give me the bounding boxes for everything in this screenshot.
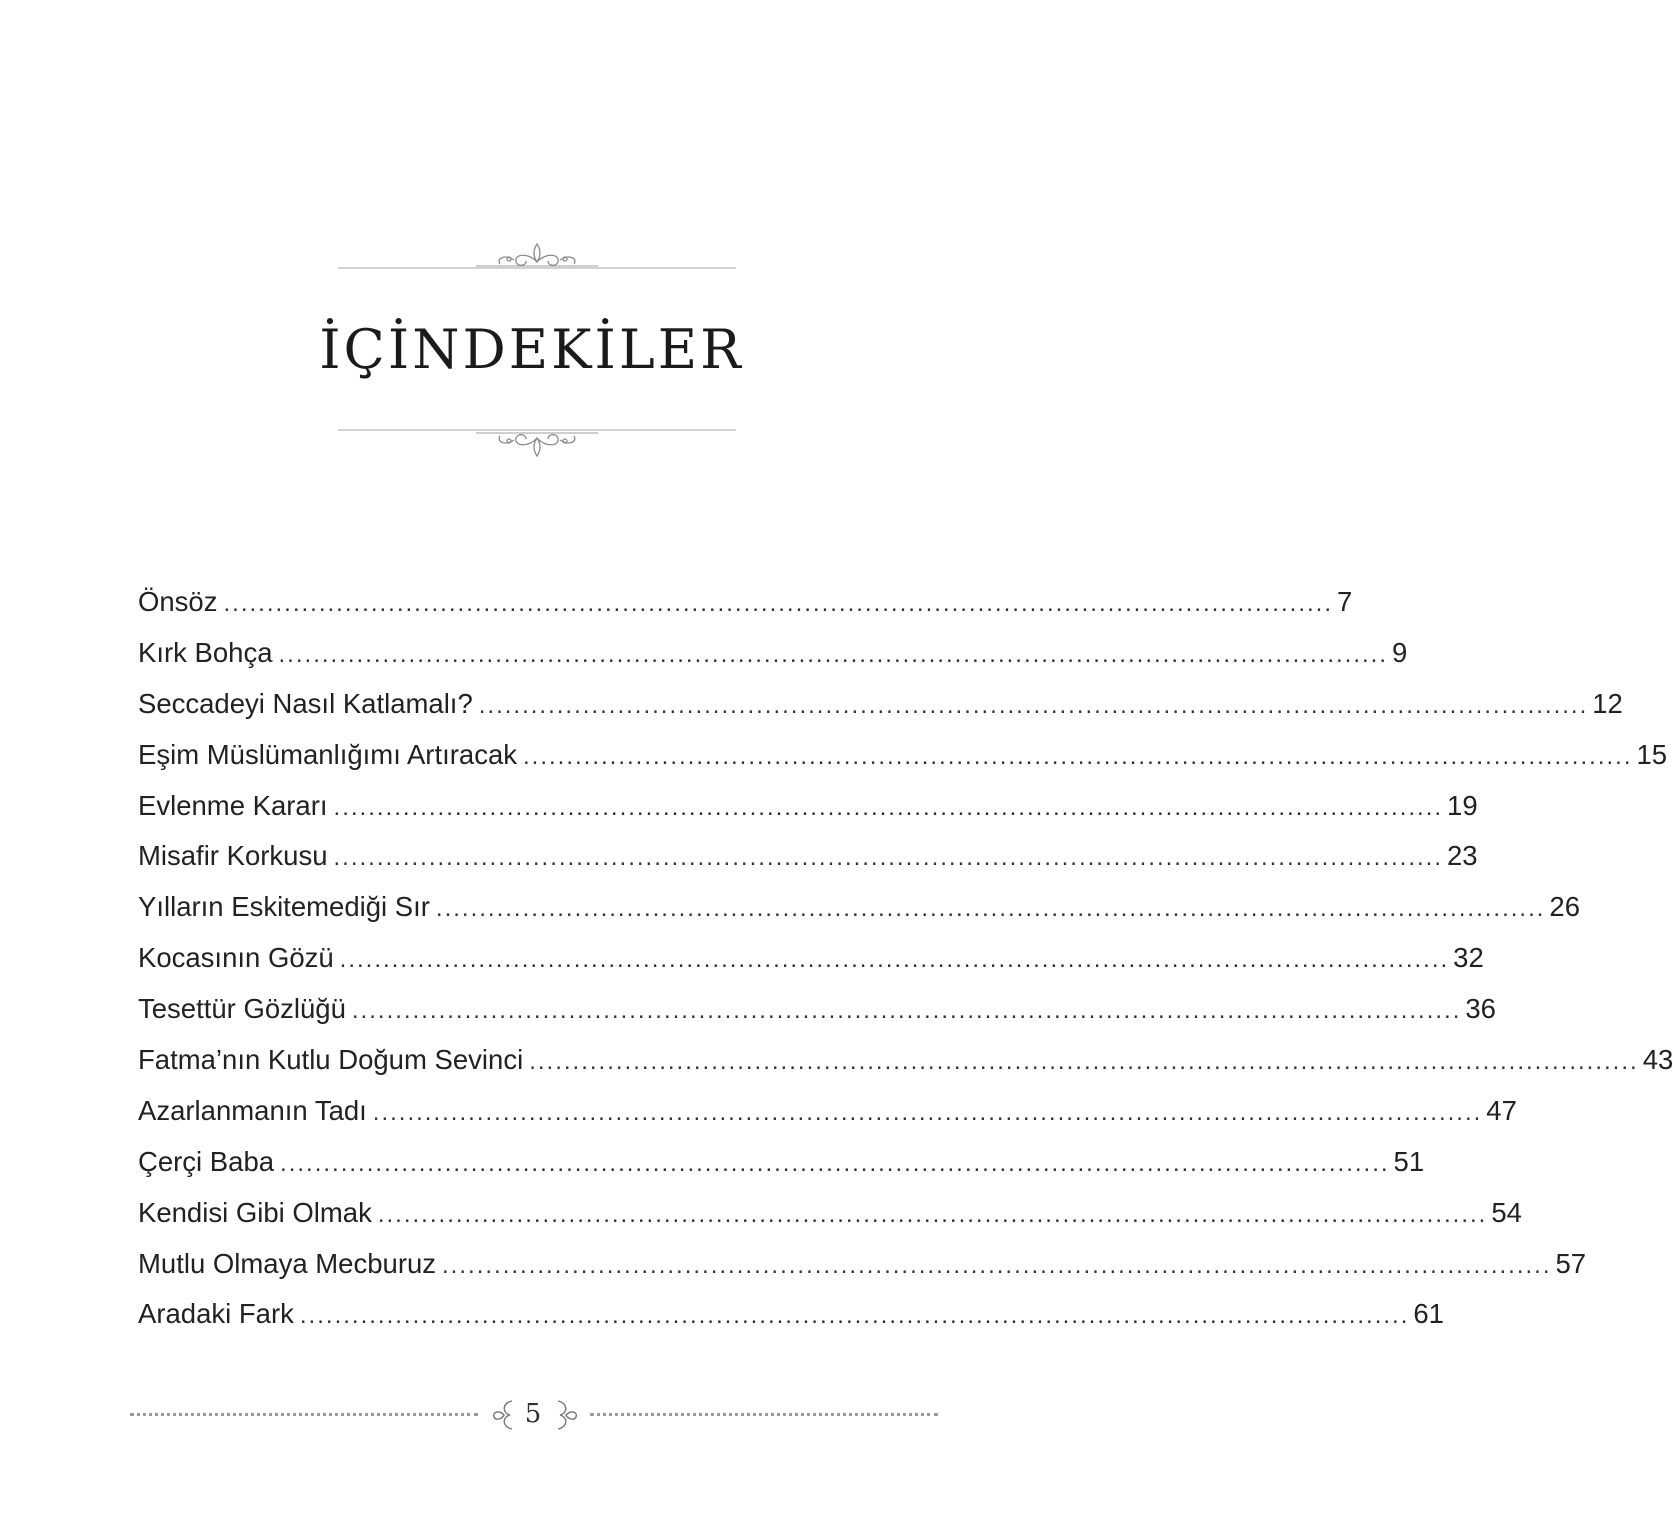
toc-entry-title: Kırk Bohça [138,636,273,668]
toc-entry-page: 15 [1636,738,1668,770]
toc-dot-leader: ................................................................................................................................ [333,844,1443,872]
toc-entry[interactable] [138,628,1408,679]
toc-entry-page: 51 [1393,1145,1425,1177]
toc-entry-title: Tesettür Gözlüğü [138,993,346,1025]
toc-dot-leader: ................................................................................................................................ [280,1149,1390,1177]
toc-dot-leader: ................................................................................................................................ [442,1251,1552,1279]
toc-entry-page: 19 [1447,789,1478,821]
toc-dot-leader: ................................................................................................................................ [435,895,1546,923]
toc-entry[interactable] [138,831,1478,882]
toc-entry-page: 54 [1491,1196,1522,1228]
toc-entry-title: Kendisi Gibi Olmak [138,1196,372,1228]
toc-entry-title: Evlenme Kararı [138,789,328,821]
title-top-ornament [338,240,736,280]
toc-entry-title: Yılların Eskitemediği Sır [138,891,430,923]
toc-entry-page: 12 [1592,687,1623,719]
toc-dot-leader: ................................................................................................................................ [377,1200,1488,1228]
toc-dot-leader: ................................................................................................................................ [333,793,1444,821]
toc-entry[interactable] [138,781,1478,832]
toc-dot-leader: ................................................................................................................................ [223,590,1333,617]
toc-dot-leader: ................................................................................................................................ [339,946,1450,974]
toc-entry-title: Fatma’nın Kutlu Doğum Sevinci [138,1044,524,1076]
toc-entry-page: 26 [1549,891,1580,923]
toc-entry-page: 47 [1486,1094,1517,1126]
toc-entry[interactable] [138,1188,1522,1239]
toc-entry-page: 57 [1555,1247,1587,1279]
table-of-contents [138,577,1673,1340]
toc-entry-title: Mutlu Olmaya Mecburuz [138,1247,437,1279]
footer-dotted-rule-left [130,1413,478,1416]
toc-entry[interactable] [138,1239,1587,1290]
toc-entry[interactable] [138,984,1496,1035]
toc-entry-page: 36 [1465,993,1496,1025]
toc-entry[interactable] [138,1086,1517,1137]
toc-dot-leader: ................................................................................................................................ [351,997,1462,1025]
toc-entry-page: 61 [1413,1298,1444,1330]
toc-dot-leader: ................................................................................................................................ [529,1048,1639,1076]
toc-entry[interactable] [138,882,1580,933]
toc-entry[interactable] [138,577,1353,628]
toc-entry-title: Kocasının Gözü [138,942,334,974]
toc-entry-page: 7 [1336,586,1353,617]
toc-entry-title: Aradaki Fark [138,1298,294,1330]
toc-entry-page: 32 [1453,942,1484,974]
toc-entry[interactable] [138,1289,1444,1340]
toc-entry[interactable] [138,730,1668,781]
toc-entry[interactable] [138,1035,1673,1086]
toc-dot-leader: ................................................................................................................................ [299,1302,1410,1330]
toc-entry-title: Eşim Müslümanlığımı Artıracak [138,738,517,770]
toc-entry[interactable] [138,1137,1425,1188]
toc-entry[interactable] [138,933,1484,984]
toc-entry-page: 9 [1392,636,1408,668]
toc-dot-leader: ................................................................................................................................ [372,1098,1483,1126]
footer-dotted-rule-right [590,1413,938,1416]
toc-entry[interactable] [138,679,1623,730]
page-number: 5 [524,1399,542,1429]
page-title: İÇİNDEKİLER [319,318,744,381]
toc-dot-leader: ................................................................................................................................ [522,742,1633,770]
title-bottom-ornament [338,420,736,464]
toc-entry-title: Çerçi Baba [138,1145,275,1177]
toc-entry-page: 43 [1642,1044,1673,1076]
toc-dot-leader: ................................................................................................................................ [278,640,1389,668]
toc-dot-leader: ................................................................................................................................ [478,691,1589,719]
toc-entry-title: Misafir Korkusu [138,840,328,872]
toc-entry-title: Azarlanmanın Tadı [138,1094,367,1126]
toc-entry-page: 23 [1447,840,1478,872]
toc-entry-title: Seccadeyi Nasıl Katlamalı? [138,687,473,719]
toc-entry-title: Önsöz [138,586,218,617]
